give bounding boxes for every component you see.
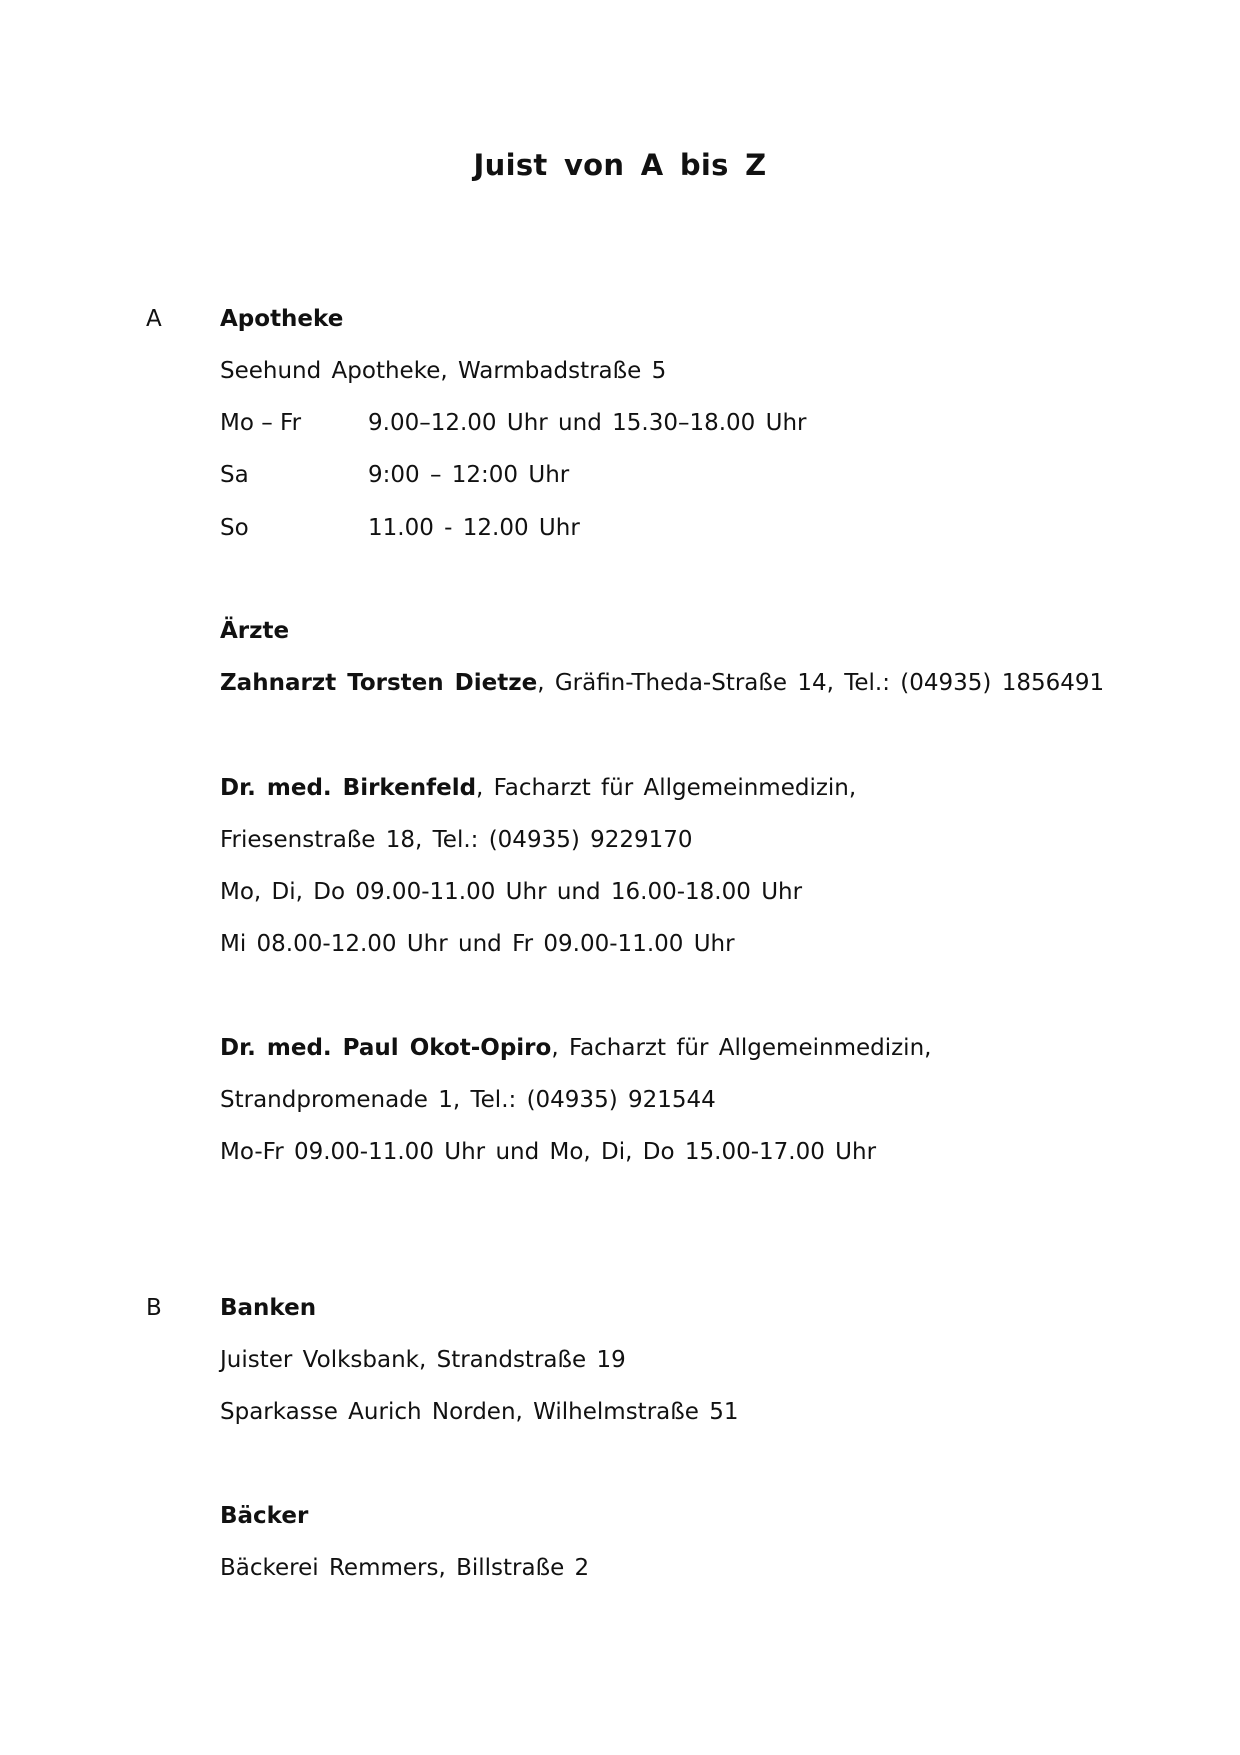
birkenfeld-entry [220, 775, 856, 801]
zahnarzt-details: , Gräfin-Theda-Straße 14, Tel.: (04935) 1856491 [537, 670, 1105, 696]
heading-aerzte: Ärzte [220, 618, 290, 644]
apotheke-hours-3: 11.00 - 12.00 Uhr [368, 515, 580, 541]
okot-hours: Mo-Fr 09.00-11.00 Uhr und Mo, Di, Do 15.00-17.00 Uhr [220, 1139, 877, 1165]
bank-item-sparkasse: Sparkasse Aurich Norden, Wilhelmstraße 51 [220, 1399, 739, 1425]
heading-banken: Banken [220, 1295, 317, 1321]
okot-name: Dr. med. Paul Okot-Opiro [220, 1035, 552, 1061]
page-title: Juist von A bis Z [473, 148, 767, 182]
okot-specialty: , Facharzt für Allgemeinmedizin, [551, 1035, 932, 1061]
apotheke-hours-1: 9.00–12.00 Uhr und 15.30–18.00 Uhr [368, 410, 807, 436]
section-letter-a: A [146, 306, 162, 332]
apotheke-hours-2: 9:00 – 12:00 Uhr [368, 462, 570, 488]
okot-address: Strandpromenade 1, Tel.: (04935) 921544 [220, 1087, 716, 1113]
birkenfeld-address: Friesenstraße 18, Tel.: (04935) 9229170 [220, 827, 693, 853]
bank-item-volksbank: Juister Volksbank, Strandstraße 19 [220, 1347, 626, 1373]
heading-apotheke: Apotheke [220, 306, 344, 332]
apotheke-day-3: So [220, 515, 249, 541]
zahnarzt-name: Zahnarzt Torsten Dietze [220, 670, 538, 696]
birkenfeld-name: Dr. med. Birkenfeld [220, 775, 477, 801]
zahnarzt-entry [220, 670, 1104, 696]
apotheke-day-2: Sa [220, 462, 249, 488]
birkenfeld-hours-2: Mi 08.00-12.00 Uhr und Fr 09.00-11.00 Uhr [220, 931, 735, 957]
birkenfeld-hours-1: Mo, Di, Do 09.00-11.00 Uhr und 16.00-18.00 Uhr [220, 879, 803, 905]
section-letter-b: B [146, 1295, 162, 1321]
birkenfeld-specialty: , Facharzt für Allgemeinmedizin, [476, 775, 857, 801]
okot-entry [220, 1035, 931, 1061]
apotheke-address: Seehund Apotheke, Warmbadstraße 5 [220, 358, 667, 384]
baecker-item-remmers: Bäckerei Remmers, Billstraße 2 [220, 1555, 590, 1581]
apotheke-day-1: Mo – Fr [220, 410, 302, 436]
heading-baecker: Bäcker [220, 1503, 309, 1529]
